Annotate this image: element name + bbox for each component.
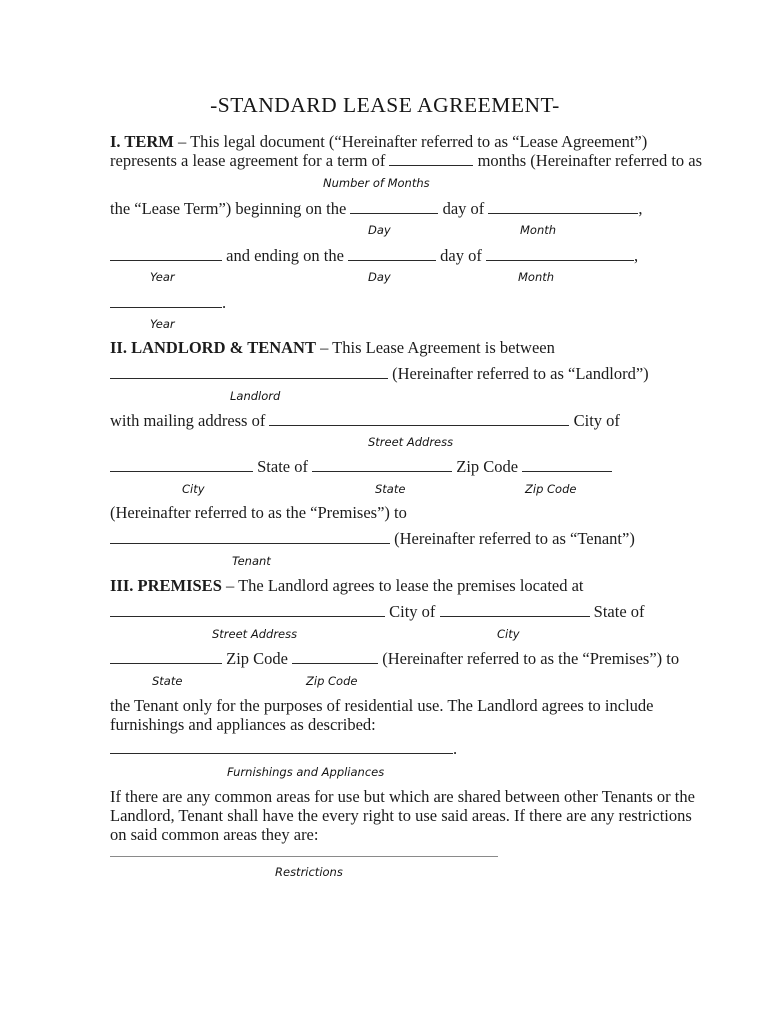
landlord-tenant-heading: II. LANDLORD & TENANT bbox=[110, 338, 316, 357]
restrictions-blank[interactable] bbox=[110, 856, 498, 857]
label-end-month: Month bbox=[518, 270, 555, 284]
premises-to-text: (Hereinafter referred to as the “Premises”) to bbox=[110, 503, 407, 522]
premises-intro-line bbox=[110, 576, 584, 596]
mailing-address-line bbox=[110, 411, 620, 431]
term-heading: I. TERM bbox=[110, 132, 174, 151]
premises-zip-blank[interactable] bbox=[292, 649, 378, 664]
term-begin-line bbox=[110, 199, 643, 219]
label-restrictions: Restrictions bbox=[275, 865, 343, 879]
label-mailing-state: State bbox=[375, 482, 406, 496]
premises-street-blank[interactable] bbox=[110, 602, 385, 617]
common-areas-text1: If there are any common areas for use but which are shared between other Tenants or the bbox=[110, 787, 695, 806]
term-end-year-line bbox=[110, 293, 226, 313]
number-of-months-blank[interactable] bbox=[389, 151, 473, 166]
mailing-state-blank[interactable] bbox=[312, 457, 452, 472]
label-begin-month: Month bbox=[520, 223, 557, 237]
landlord-suffix: (Hereinafter referred to as “Landlord”) bbox=[388, 364, 649, 383]
mailing-city-state-zip-line bbox=[110, 457, 612, 477]
landlord-name-line bbox=[110, 364, 649, 384]
premises-zip-code: Zip Code bbox=[222, 649, 293, 668]
term-months-pre: represents a lease agreement for a term of bbox=[110, 151, 390, 170]
mailing-pre: with mailing address of bbox=[110, 411, 270, 430]
label-premises-city: City bbox=[497, 627, 520, 641]
furnishings-line bbox=[110, 739, 457, 759]
term-intro-line bbox=[110, 132, 647, 152]
mailing-post: City of bbox=[569, 411, 620, 430]
label-tenant: Tenant bbox=[232, 554, 271, 568]
term-months-line bbox=[110, 151, 702, 171]
end-mid: and ending on the bbox=[222, 246, 349, 265]
document-title: -STANDARD LEASE AGREEMENT- bbox=[210, 93, 560, 117]
begin-day-of: day of bbox=[438, 199, 489, 218]
mailing-state-of: State of bbox=[253, 457, 313, 476]
mailing-street-blank[interactable] bbox=[269, 411, 569, 426]
begin-pre: the “Lease Term”) beginning on the bbox=[110, 199, 351, 218]
premises-city-of: City of bbox=[385, 602, 440, 621]
begin-month-blank[interactable] bbox=[488, 199, 638, 214]
residential-use-line2 bbox=[110, 715, 376, 735]
label-furnishings-appliances: Furnishings and Appliances bbox=[227, 765, 385, 779]
label-premises-street-address: Street Address bbox=[212, 627, 298, 641]
premises-intro-rest: – The Landlord agrees to lease the premises located at bbox=[221, 576, 584, 595]
premises-city-blank[interactable] bbox=[440, 602, 590, 617]
label-mailing-city: City bbox=[182, 482, 205, 496]
residential-use-line1 bbox=[110, 696, 654, 716]
end-month-blank[interactable] bbox=[486, 246, 634, 261]
furnishings-period: . bbox=[453, 739, 458, 758]
tenant-name-blank[interactable] bbox=[110, 529, 390, 544]
label-begin-day: Day bbox=[368, 223, 391, 237]
begin-comma: , bbox=[638, 199, 643, 218]
end-period: . bbox=[222, 293, 227, 312]
premises-to-line bbox=[110, 503, 407, 523]
tenant-suffix: (Hereinafter referred to as “Tenant”) bbox=[390, 529, 635, 548]
premises-street-city-line bbox=[110, 602, 645, 622]
common-areas-line2 bbox=[110, 806, 692, 826]
end-year-blank[interactable] bbox=[110, 293, 222, 308]
furnishings-blank[interactable] bbox=[110, 739, 453, 754]
label-mailing-zip-code: Zip Code bbox=[525, 482, 577, 496]
label-end-year: Year bbox=[150, 317, 175, 331]
residential-use-text2: furnishings and appliances as described: bbox=[110, 715, 376, 734]
common-areas-text3: on said common areas they are: bbox=[110, 825, 319, 844]
label-landlord: Landlord bbox=[230, 389, 281, 403]
begin-day-blank[interactable] bbox=[350, 199, 438, 214]
mailing-zip-blank[interactable] bbox=[522, 457, 612, 472]
premises-heading: III. PREMISES bbox=[110, 576, 222, 595]
premises-state-of: State of bbox=[589, 602, 645, 621]
landlord-tenant-intro-rest: – This Lease Agreement is between bbox=[315, 338, 555, 357]
premises-to-end: (Hereinafter referred to as the “Premises”) to bbox=[378, 649, 680, 668]
premises-state-blank[interactable] bbox=[110, 649, 222, 664]
label-end-day: Day bbox=[368, 270, 391, 284]
label-number-of-months: Number of Months bbox=[323, 176, 430, 190]
term-end-line bbox=[110, 246, 638, 266]
label-mailing-street-address: Street Address bbox=[368, 435, 454, 449]
end-comma: , bbox=[633, 246, 639, 265]
mailing-city-blank[interactable] bbox=[110, 457, 253, 472]
landlord-tenant-intro-line bbox=[110, 338, 555, 358]
term-intro-rest: – This legal document (“Hereinafter referred to as “Lease Agreement”) bbox=[173, 132, 648, 151]
common-areas-text2: Landlord, Tenant shall have the every right to use said areas. If there are any restrictions bbox=[110, 806, 692, 825]
end-day-blank[interactable] bbox=[348, 246, 436, 261]
label-premises-zip-code: Zip Code bbox=[306, 674, 358, 688]
landlord-name-blank[interactable] bbox=[110, 364, 388, 379]
premises-state-zip-line bbox=[110, 649, 679, 669]
label-premises-state: State bbox=[152, 674, 183, 688]
end-day-of: day of bbox=[436, 246, 486, 265]
term-months-post: months (Hereinafter referred to as bbox=[473, 151, 703, 170]
common-areas-line3 bbox=[110, 825, 318, 845]
begin-year-blank[interactable] bbox=[110, 246, 222, 261]
residential-use-text1: the Tenant only for the purposes of residential use. The Landlord agrees to include bbox=[110, 696, 654, 715]
label-begin-year: Year bbox=[150, 270, 175, 284]
tenant-name-line bbox=[110, 529, 635, 549]
mailing-zip-code: Zip Code bbox=[452, 457, 523, 476]
common-areas-line1 bbox=[110, 787, 695, 807]
